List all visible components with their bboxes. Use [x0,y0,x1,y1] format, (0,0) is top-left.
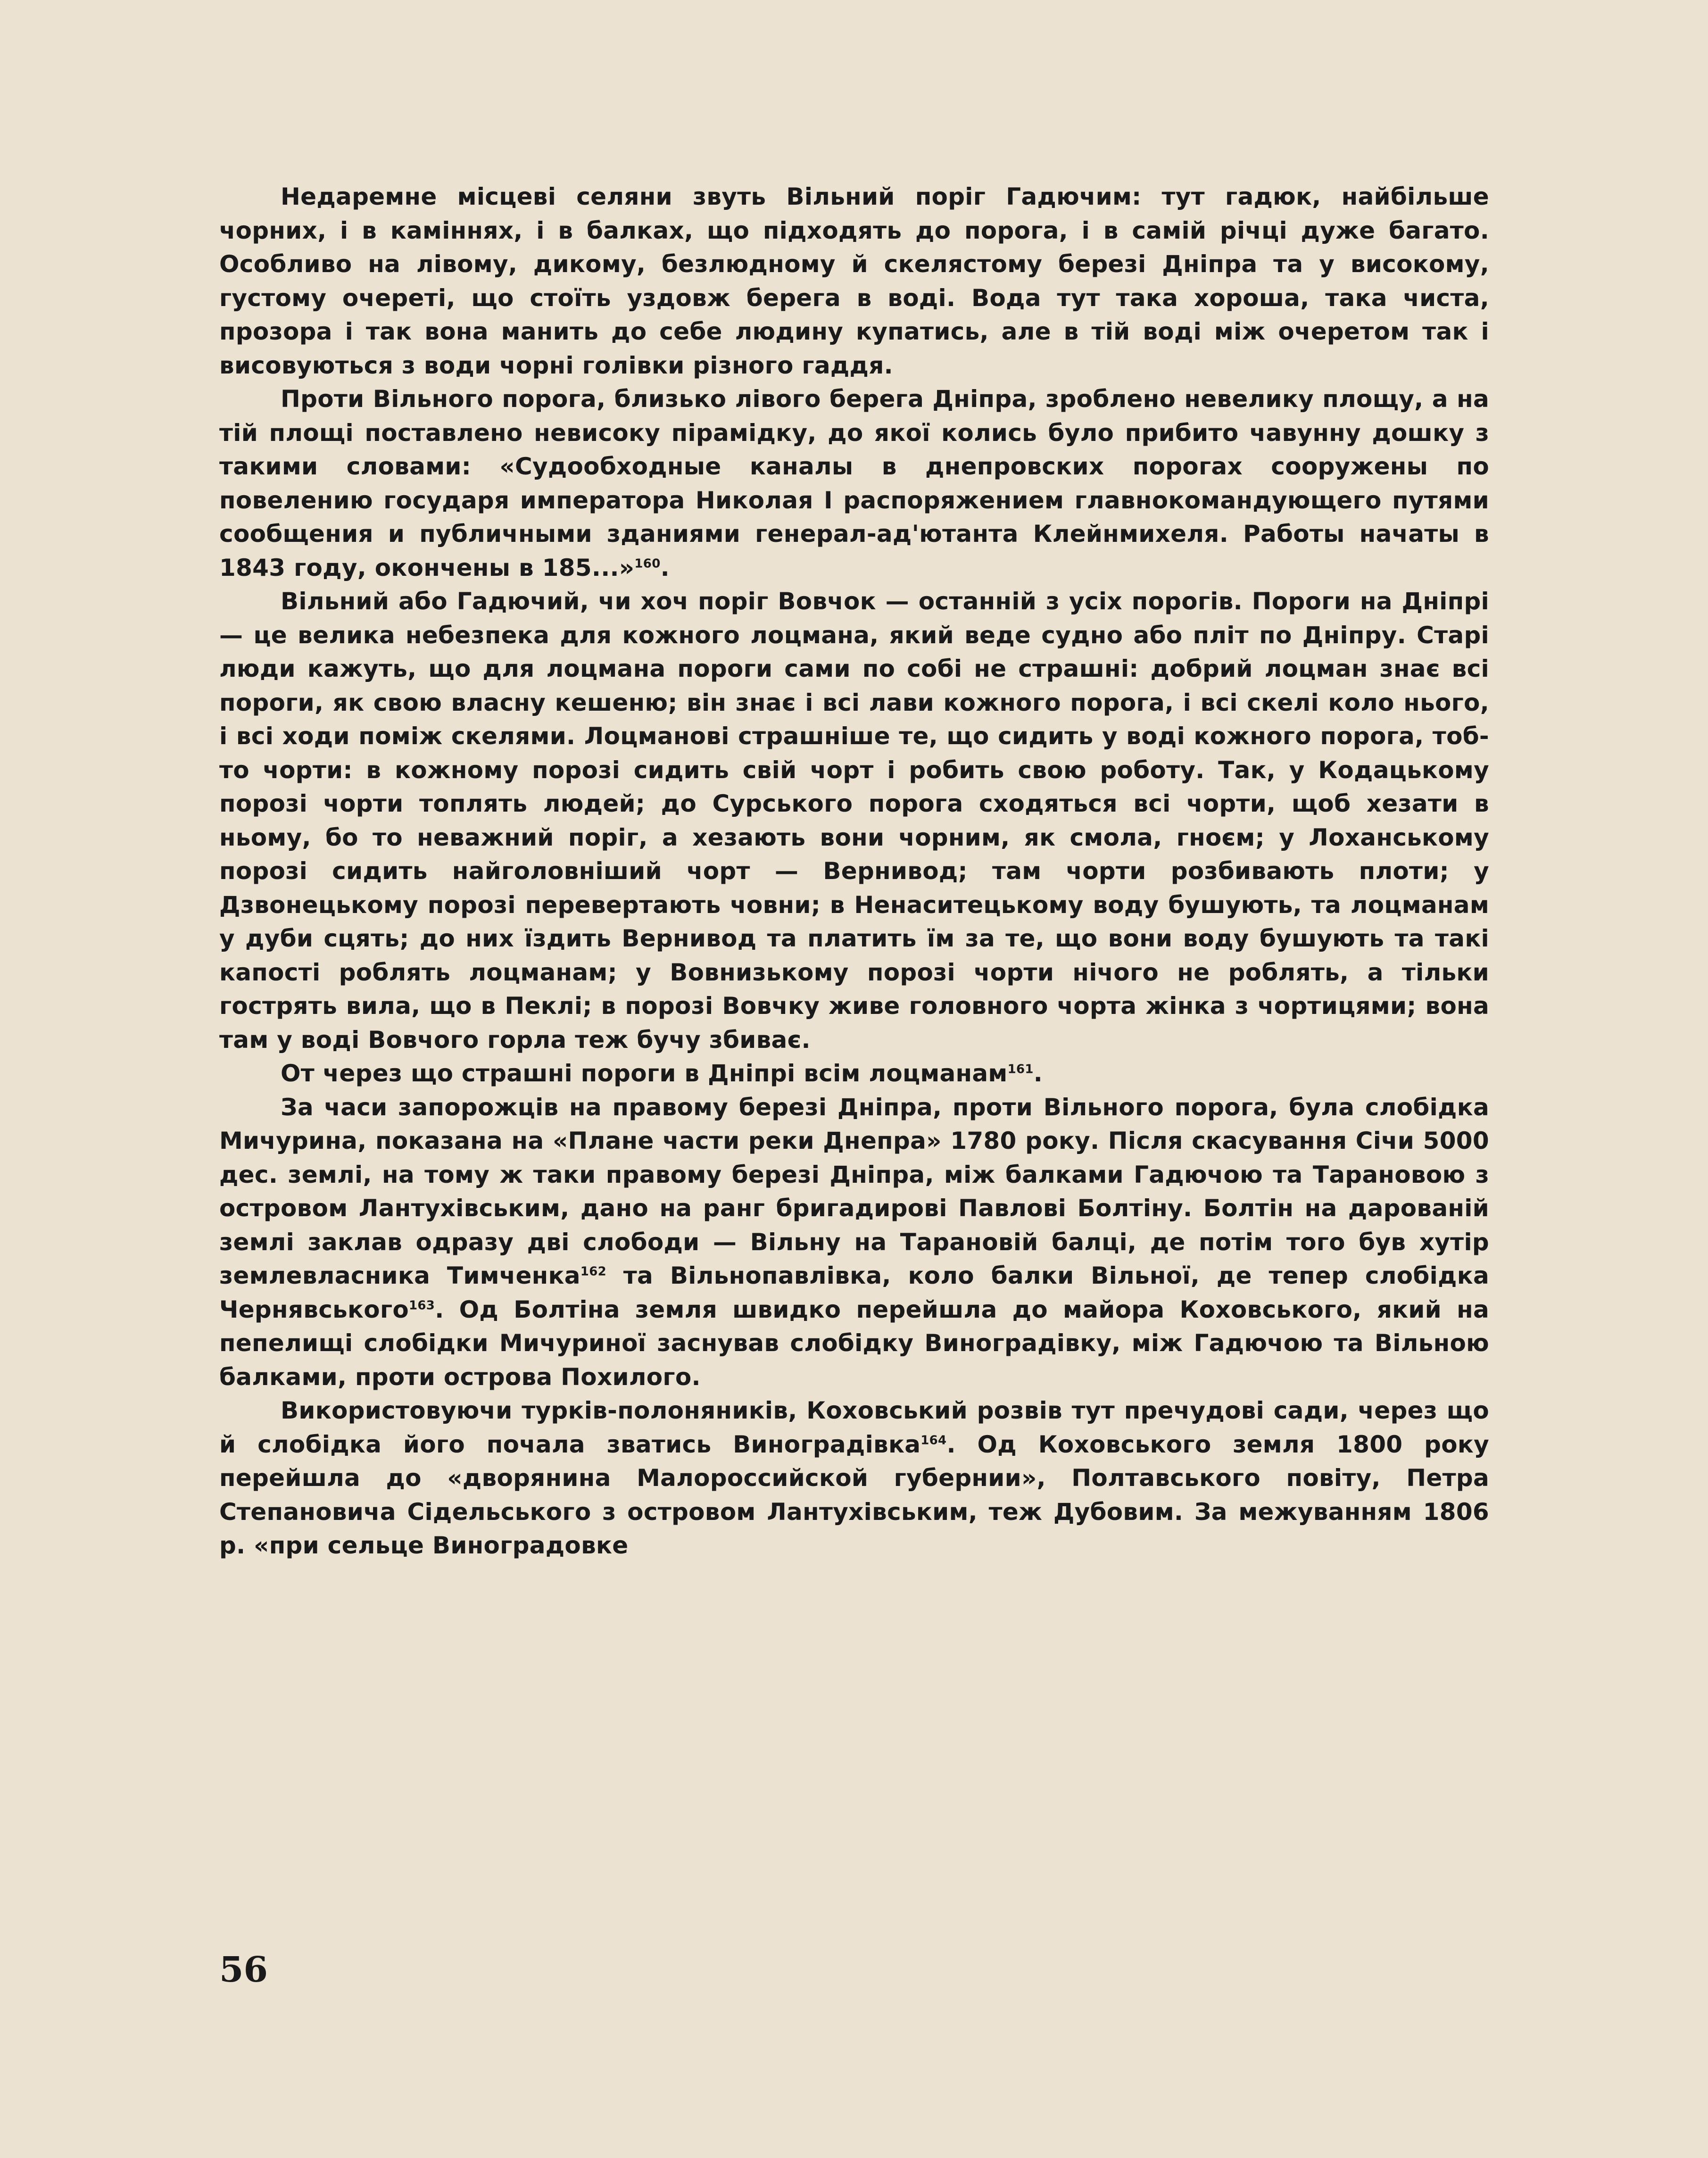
paragraph-5 [219,1091,1489,1394]
page-body [219,180,1489,1563]
footnote-ref-163[interactable]: 163 [409,1298,435,1312]
paragraph-2 [219,382,1489,585]
paragraph-text: . Од Болтіна земля швидко перейшла до майора Коховського, який на пепелищі слобідки Мичуриної заснував слобідку Виноградівку, між Гадючою та Вільною балками, проти острова Похилого. [219,1295,1489,1391]
paragraph-text: От через що страшні пороги в Дніпрі всім лоцманам [281,1060,1008,1087]
paragraph-text: та Вільнопавлівка, коло балки Вільної, де тепер слобідка Чернявського [219,1262,1489,1323]
paragraph-text: Недаремне місцеві селяни звуть Вільний поріг Гадючим: тут гадюк, найбільше чорних, і в каміннях, і в балках, що підходять до порога, і в самій річці дуже багато. Особливо на лівому, дикому, безлюдному й скелястому березі Дніпра та у високому, густому очереті, що стоїть уздовж берега в воді. Вода тут така хороша, така чиста, прозора і так вона манить до себе людину купатись, але в тій воді між очеретом так і висовуються з води чорні голівки різного гаддя. [219,183,1489,379]
paragraph-text: Використовуючи турків-полоняників, Коховський розвів тут пречудові сади, через що й слобідка його почала зватись Виноградівка [219,1397,1489,1458]
paragraph-text: . Од Коховського земля 1800 року перейшла до «дворянина Малороссийской губернии», Полтавського повіту, Петра Степановича Сідельського з островом Лантухівським, теж Дубовим. За межуванням 1806 р. «при сельце Виноградовке [219,1430,1489,1559]
page-number: 56 [219,1950,268,1990]
footnote-ref-162[interactable]: 162 [580,1264,606,1279]
paragraph-3 [219,585,1489,1057]
footnote-ref-160[interactable]: 160 [634,556,661,571]
paragraph-text: Вільний або Гадючий, чи хоч поріг Вовчок — останній з усіх порогів. Пороги на Дніпрі — це велика небезпека для кожного лоцмана, який веде судно або пліт по Дніпру. Старі люди кажуть, що для лоцмана пороги сами по собі не страшні: добрий лоцман знає всі пороги, як свою власну кешеню; він знає і всі лави кожного порога, і всі скелі коло нього, і всі ходи поміж скелями. Лоцманові страшніше те, що сидить у воді кожного порога, тоб-то чорти: в кожному порозі сидить свій чорт і робить свою роботу. Так, у Кодацькому порозі чорти топлять людей; до Сурського порога сходяться всі чорти, щоб хезати в ньому, бо то неважний поріг, а хезають вони чорним, як смола, гноєм; у Лоханському порозі сидить найголовніший чорт — Вернивод; там чорти розбивають плоти; у Дзвонецькому порозі перевертають човни; в Ненаситецькому воду бушують, та лоцманам у дуби сцять; до них їздить Вернивод та платить їм за те, що вони воду бушують та такі капості роблять лоцманам; у Вовнизькому порозі чорти нічого не роблять, а тільки гострять вила, що в Пеклі; в порозі Вовчку живе головного чорта жінка з чортицями; вона там у воді Вовчого горла теж бучу збиває. [219,588,1489,1054]
footnote-ref-164[interactable]: 164 [920,1433,947,1447]
paragraph-4 [219,1057,1489,1091]
paragraph-text: . [660,554,670,581]
paragraph-text: . [1033,1060,1043,1087]
paragraph-6 [219,1394,1489,1563]
footnote-ref-161[interactable]: 161 [1007,1062,1034,1077]
paragraph-text: Проти Вільного порога, близько лівого берега Дніпра, зроблено невелику площу, а на тій площі поставлено невисоку пірамідку, до якої колись було прибито чавунну дошку з такими словами: «Судообходные каналы в днепровских порогах сооружены по повелению государя императора Николая I распоряжением главнокомандующего путями сообщения и публичными зданиями генерал-ад'ютанта Клейнмихеля. Работы начаты в 1843 году, окончены в 185...» [219,385,1489,581]
paragraph-1 [219,180,1489,382]
paragraph-text: За часи запорожців на правому березі Дніпра, проти Вільного порога, була слобідка Мичурина, показана на «Плане части реки Днепра» 1780 року. Після скасування Січи 5000 дес. землі, на тому ж таки правому березі Дніпра, між балками Гадючою та Тарановою з островом Лантухівським, дано на ранг бригадирові Павлові Болтіну. Болтін на дарованій землі заклав одразу дві слободи — Вільну на Тарановій балці, де потім того був хутір землевласника Тимченка [219,1093,1489,1289]
